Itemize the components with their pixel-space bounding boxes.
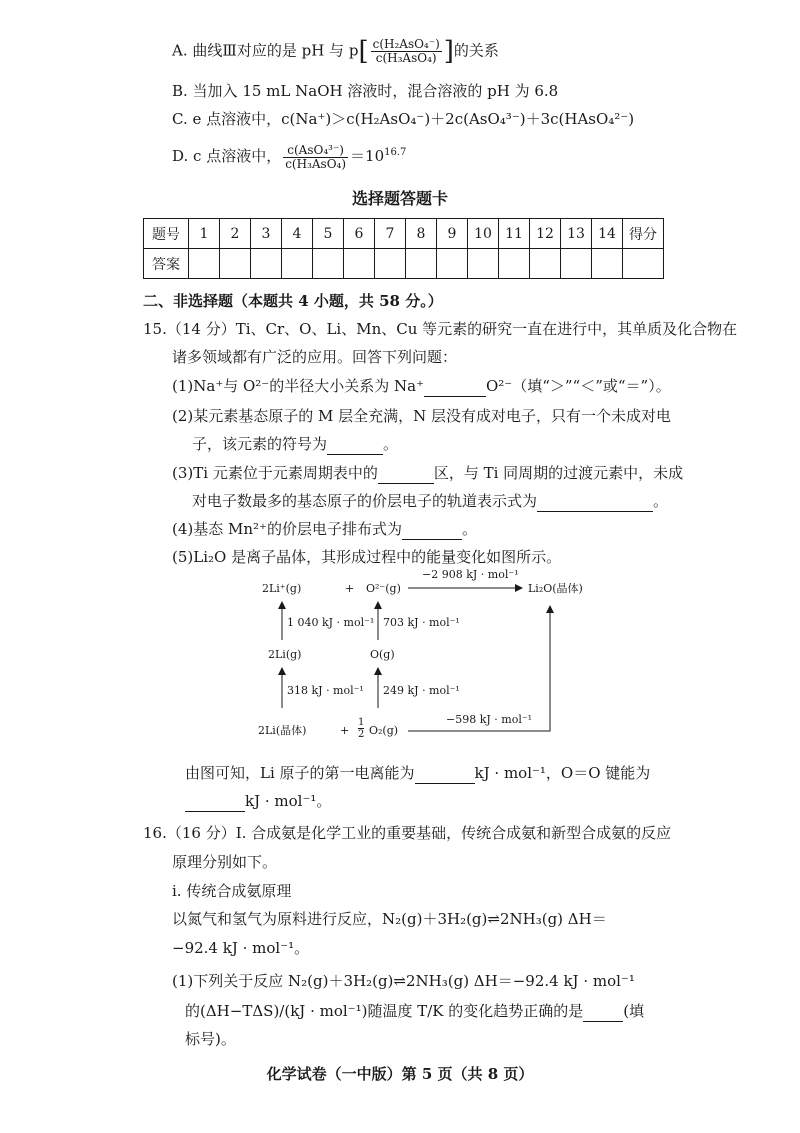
table-head-score: 得分	[623, 219, 664, 249]
option-a: A. 曲线Ⅲ对应的是 pH 与 p[ $\frac{\text{c(H₂AsO₄⁻)}}{\text{c(H₃AsO₄)}}$ ]的关系	[172, 36, 499, 67]
answer-blank[interactable]	[327, 438, 383, 455]
q16-part1-line2: 的(ΔH−TΔS)/(kJ · mol⁻¹)随温度 T/K 的变化趋势正确的是 (填	[185, 1002, 645, 1020]
answer-blank[interactable]	[424, 380, 486, 397]
option-d: D. c 点溶液中， $\frac{\text{c(AsO₄³⁻)}}{\text{c(H₃AsO₄)}}$ $=10^{16.7}$	[172, 142, 407, 171]
q15-part4: (4)基态 Mn²⁺的价层电子排布式为 。	[172, 520, 477, 538]
answer-cell[interactable]	[499, 249, 530, 279]
option-a-fraction: $\frac{\text{c(H₂AsO₄⁻)}}{\text{c(H₃AsO₄)}}$	[372, 37, 440, 65]
q15-line2: 诸多领域都有广泛的应用。回答下列问题：	[172, 348, 458, 366]
option-c: C. e 点溶液中，c(Na⁺)＞c(H₂AsO₄⁻)＋2c(AsO₄³⁻)＋3c(HAsO₄²⁻)	[172, 110, 635, 128]
label-2li-ion: 2Li⁺(g)	[262, 582, 302, 595]
label-o-electron-affinity: 703 kJ · mol⁻¹	[383, 616, 460, 629]
answer-cell[interactable]	[313, 249, 344, 279]
answer-cell[interactable]	[282, 249, 313, 279]
answer-cell[interactable]	[592, 249, 623, 279]
table-row	[144, 249, 664, 279]
label-o-gas: O(g)	[370, 648, 395, 661]
label-li2o: Li₂O(晶体)	[528, 582, 583, 595]
answer-cell[interactable]	[406, 249, 437, 279]
label-lattice-energy: −2 908 kJ · mol⁻¹	[422, 568, 519, 581]
answer-cell[interactable]	[437, 249, 468, 279]
label-plus: +	[340, 724, 350, 737]
q15-part3-line1: (3)Ti 元素位于元素周期表中的 区，与 Ti 同周期的过渡元素中，未成	[172, 464, 684, 482]
answer-blank[interactable]	[378, 467, 434, 484]
answer-blank[interactable]	[185, 795, 245, 812]
section-2-heading: 二、非选择题（本题共 4 小题，共 58 分。）	[143, 292, 443, 310]
answer-blank[interactable]	[537, 495, 653, 512]
answer-cell[interactable]	[189, 249, 220, 279]
label-formation-enthalpy: −598 kJ · mol⁻¹	[446, 713, 533, 726]
answer-cell[interactable]	[468, 249, 499, 279]
q16-line4: −92.4 kJ · mol⁻¹。	[172, 939, 310, 957]
q15-part3-line2: 对电子数最多的基态原子的价层电子的轨道表示式为 。	[192, 492, 669, 510]
label-o2-ion: O²⁻(g)	[366, 582, 401, 595]
label-o2-gas: O₂(g)	[369, 724, 399, 737]
answer-cell[interactable]	[561, 249, 592, 279]
q15-part5-question: 由图可知，Li 原子的第一电离能为 kJ · mol⁻¹，O＝O 键能为	[185, 764, 651, 782]
answer-blank[interactable]	[583, 1005, 623, 1022]
label-li-sublimation: 318 kJ · mol⁻¹	[287, 684, 364, 697]
answer-card-title: 选择题答题卡	[351, 189, 448, 208]
q15-part5: (5)Li₂O 是离子晶体，其形成过程中的能量变化如图所示。	[172, 548, 562, 566]
q15-line1: 15.（14 分）Ti、Cr、O、Li、Mn、Cu 等元素的研究一直在进行中，其单质及化合物在	[143, 320, 738, 338]
table-row: 题号 1 2 3 4 5 6 7 8 9 10 11 12 13 14 得分	[144, 219, 664, 249]
answer-cell[interactable]	[530, 249, 561, 279]
q15-part2-line1: (2)某元素基态原子的 M 层全充满，N 层没有成对电子，只有一个未成对电	[172, 407, 672, 425]
answer-blank[interactable]	[402, 523, 462, 540]
q15-part5-question-line2: kJ · mol⁻¹。	[185, 790, 331, 812]
q16-subheading: ⅰ. 传统合成氨原理	[172, 882, 292, 900]
label-li-ionization: 1 040 kJ · mol⁻¹	[287, 616, 375, 629]
table-head-number: 题号	[144, 219, 189, 249]
q16-line2: 原理分别如下。	[172, 853, 278, 871]
score-cell[interactable]	[623, 249, 664, 279]
option-d-fraction: $\frac{\text{c(AsO₄³⁻)}}{\text{c(H₃AsO₄)}}$	[285, 142, 347, 171]
q15-part2-line2: 子，该元素的符号为 。	[192, 435, 399, 453]
q16-part1-line1: (1)下列关于反应 N₂(g)＋3H₂(g)⇌2NH₃(g) ΔH＝−92.4 kJ · mol⁻¹	[172, 972, 635, 990]
page-footer: 化学试卷（一中版）第 5 页（共 8 页）	[266, 1065, 534, 1083]
energy-cycle-diagram	[250, 560, 590, 750]
label-plus: +	[345, 582, 355, 595]
table-head-answer: 答案	[144, 249, 189, 279]
option-b: B. 当加入 15 mL NaOH 溶液时，混合溶液的 pH 为 6.8	[172, 82, 559, 100]
answer-card-table	[143, 218, 664, 279]
label-o-atomization: 249 kJ · mol⁻¹	[383, 684, 460, 697]
label-2li-gas: 2Li(g)	[268, 648, 302, 661]
q16-part1-line3: 标号)。	[185, 1030, 236, 1048]
label-2li-crystal: 2Li(晶体)	[258, 724, 307, 737]
answer-blank[interactable]	[415, 767, 475, 784]
answer-cell[interactable]	[375, 249, 406, 279]
q16-line1: 16.（16 分）Ⅰ. 合成氨是化学工业的重要基础，传统合成氨和新型合成氨的反应	[143, 824, 672, 842]
label-half-fraction: 1 2	[358, 717, 365, 740]
q16-line3: 以氮气和氢气为原料进行反应，N₂(g)＋3H₂(g)⇌2NH₃(g) ΔH＝	[172, 910, 607, 928]
q15-part1: (1)Na⁺与 O²⁻的半径大小关系为 Na⁺ O²⁻（填“＞”“＜”或“＝”）。	[172, 377, 671, 395]
option-a-prefix: A. 曲线Ⅲ对应的是 pH 与 p	[172, 41, 359, 60]
answer-cell[interactable]	[344, 249, 375, 279]
option-a-suffix: 的关系	[453, 41, 499, 60]
answer-cell[interactable]	[220, 249, 251, 279]
answer-cell[interactable]	[251, 249, 282, 279]
